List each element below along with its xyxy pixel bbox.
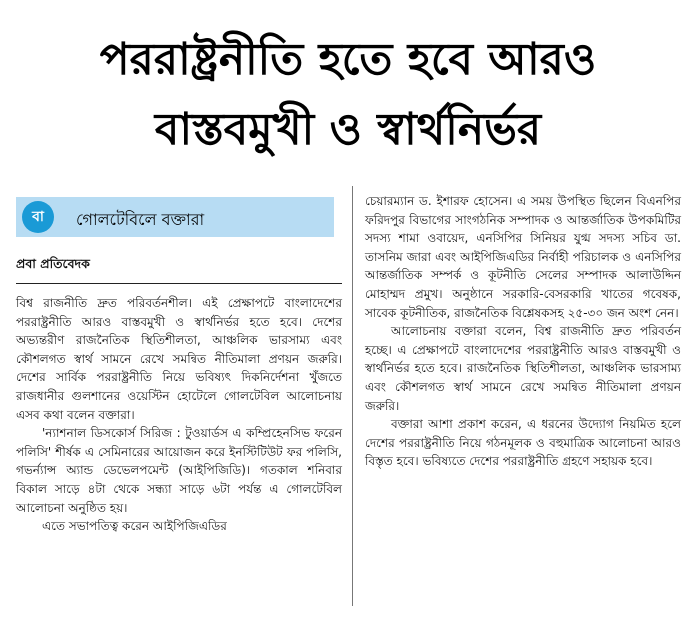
byline-divider	[16, 283, 342, 284]
headline-line-1: পররাষ্ট্রনীতি হতে হবে আরও	[99, 34, 597, 85]
byline: প্রবা প্রতিবেদক	[16, 256, 90, 271]
column-divider	[352, 186, 353, 606]
kicker-badge: বা	[22, 201, 54, 233]
article-column-right	[365, 192, 681, 471]
paragraph: 'ন্যাশনাল ডিসকোর্স সিরিজ : টুওয়ার্ডস এ কম্প্রিহেনসিভ ফরেন পলিসি' শীর্ষক এ সেমিনারের আয়োজন করে ইনস্টিটিউট ফর পলিসি, গভর্ন্যান্স অ্যান্ড ডেভেলপমেন্ট (আইপিজিডি)। গতকাল শনিবার বিকাল সাড়ে ৪টা থেকে সন্ধ্যা সাড়ে ৬টা পর্যন্ত এ গোলটেবিল আলোচনা অনুষ্ঠিত হয়।	[16, 426, 342, 515]
paragraph: বক্তারা আশা প্রকাশ করেন, এ ধরনের উদ্যোগ নিয়মিত হলে দেশের পররাষ্ট্রনীতি নিয়ে গঠনমূলক ও বহুমাত্রিক আলোচনা আরও বিস্তৃত হবে। ভবিষ্যতে দেশের পররাষ্ট্রনীতি গ্রহণে সহায়ক হবে।	[365, 417, 681, 469]
article-column-left	[16, 294, 342, 536]
kicker-text: গোলটেবিলে বক্তারা	[76, 210, 205, 229]
paragraph: এতে সভাপতিত্ব করেন আইপিজিএডির	[42, 519, 227, 534]
paragraph: আলোচনায় বক্তারা বলেন, বিশ্ব রাজনীতি দ্রুত পরিবর্তন হচ্ছে। এ প্রেক্ষাপটে বাংলাদেশের পররাষ্ট্রনীতি আরও বাস্তবমুখী ও স্বার্থনির্ভর হতে হবে। রাজনৈতিক স্থিতিশীলতা, আঞ্চলিক ভারসাম্য এবং কৌশলগত স্বার্থ সামনে রেখে সমন্বিত নীতিমালা প্রণয়ন জরুরি।	[365, 324, 681, 413]
headline-line-2: বাস্তবমুখী ও স্বার্থনির্ভর	[154, 104, 542, 155]
paragraph: চেয়ারম্যান ড. ইশারফ হোসেন। এ সময় উপস্থিত ছিলেন বিএনপির ফরিদপুর বিভাগের সাংগঠনিক সম্পাদক ও আন্তর্জাতিক উপকমিটির সদস্য শামা ওবায়েদ, এনসিপির সিনিয়র যুগ্ম সদস্য সচিব ডা. তাসনিম জারা এবং আইপিজিএডির নির্বাহী পরিচালক ও এনসিপির আন্তর্জাতিক সম্পর্ক ও কূটনীতি সেলের সম্পাদক আলাউদ্দিন মোহাম্মদ প্রমুখ। অনুষ্ঠানে সরকারি-বেসরকারি খাতের গবেষক, সাবেক কূটনীতিক, রাজনৈতিক বিশ্লেষকসহ ২৫-৩০ জন অংশ নেন।	[365, 194, 681, 320]
paragraph: বিশ্ব রাজনীতি দ্রুত পরিবর্তনশীল। এই প্রেক্ষাপটে বাংলাদেশের পররাষ্ট্রনীতি আরও বাস্তবমুখী ও স্বার্থনির্ভর হতে হবে। দেশের অভ্যন্তরীণ রাজনৈতিক স্থিতিশীলতা, আঞ্চলিক ভারসাম্য এবং কৌশলগত স্বার্থ সামনে রেখে সমন্বিত নীতিমালা প্রণয়ন জরুরি। দেশের সার্বিক পররাষ্ট্রনীতি নিয়ে ভবিষ্যৎ দিকনির্দেশনা খুঁজতে রাজধানীর গুলশানের ওয়েস্টিন হোটেলে গোলটেবিল আলোচনায় এসব কথা বলেন বক্তারা।	[16, 296, 342, 422]
kicker-banner	[16, 197, 334, 237]
